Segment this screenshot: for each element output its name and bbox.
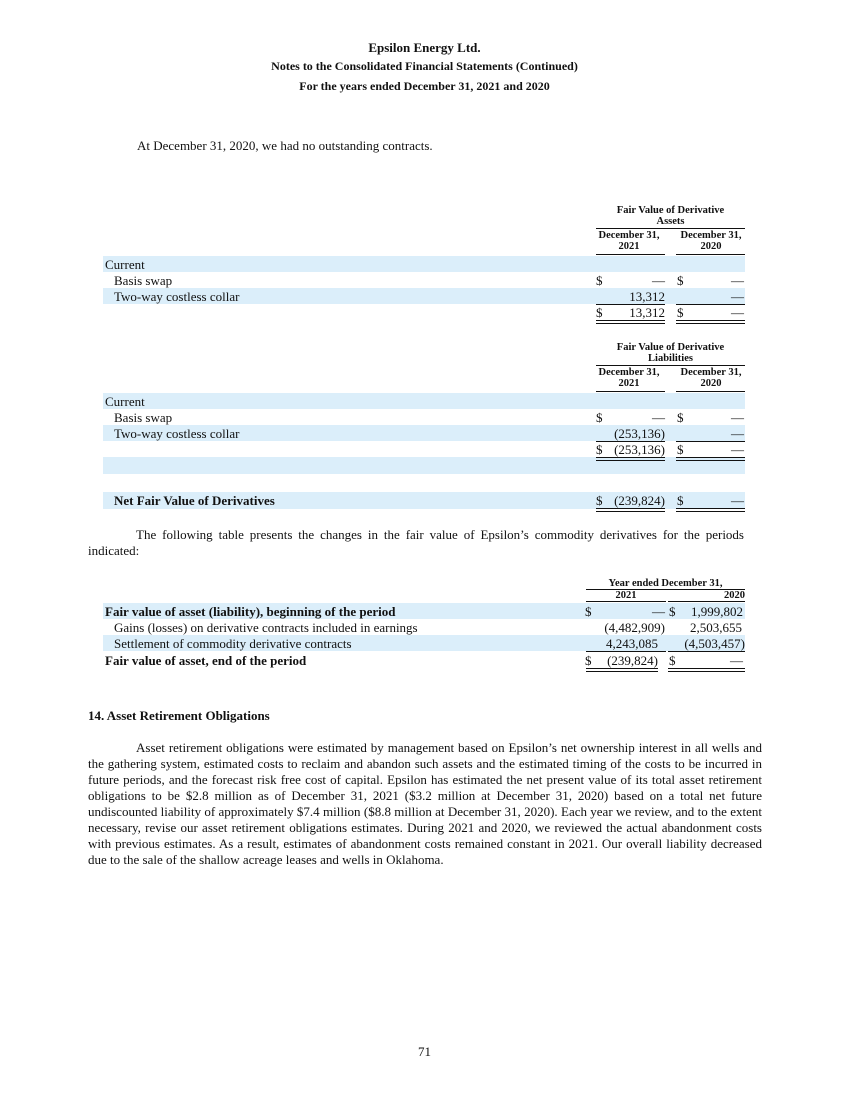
liabilities-col2-line1: December 31, xyxy=(680,367,742,378)
section-paragraph: Asset retirement obligations were estimated by management based on Epsilon’s net ownership interest in all wells and the gathering system, estimated costs to reclaim and abandon such assets and the estimated timing of the costs to be incurred in future periods, and the forecast risk free cost of capital. Epsilon has estimated the net present value of its total asset retirement obligations to be $2.8 million as of December 31, 2021 ($3.2 million at December 31, 2020) based on a total net future undiscounted liability of approximately $7.4 million ($8.8 million at December 31, 2020). Each year we review, and to the extent necessary, revise our asset retirement obligations estimates. During 2021 and 2020, we reviewed the actual abandonment costs with previous estimates. As a result, estimates of abandonment costs remained constant in 2021. Our overall liability decreased due to the sale of the shallow acreage leases and wells in Oklahoma. xyxy=(88,740,762,867)
liabilities-col1-line1: December 31, xyxy=(598,367,660,378)
assets-row-collar-label: Two-way costless collar xyxy=(114,289,240,304)
assets-col2-line2: 2020 xyxy=(700,241,722,252)
assets-row-current-label: Current xyxy=(105,257,145,272)
liabilities-collar-2020: — xyxy=(731,426,744,441)
changes-settlement-2021: 4,243,085 xyxy=(606,636,658,651)
assets-basis-swap-2020: — xyxy=(731,273,744,288)
liabilities-title-line1: Fair Value of Derivative xyxy=(616,342,725,353)
liabilities-basis-swap-cur-2021: $ xyxy=(596,410,603,425)
report-subtitle: Notes to the Consolidated Financial Statements (Continued) xyxy=(271,59,578,73)
changes-end-cur-2021: $ xyxy=(585,653,592,668)
changes-row-settlement-label: Settlement of commodity derivative contracts xyxy=(114,636,352,651)
liabilities-collar-2021: (253,136) xyxy=(614,426,665,441)
liabilities-basis-swap-cur-2020: $ xyxy=(677,410,684,425)
liabilities-row-current-label: Current xyxy=(105,394,145,409)
company-name: Epsilon Energy Ltd. xyxy=(368,40,481,55)
assets-col1-line2: 2021 xyxy=(618,241,640,252)
assets-total-2021: 13,312 xyxy=(629,305,665,320)
net-fair-value-cur-2021: $ xyxy=(596,493,603,508)
changes-gains-2021: (4,482,909) xyxy=(604,620,665,635)
assets-collar-2020: — xyxy=(731,289,744,304)
changes-end-2021: (239,824) xyxy=(607,653,658,668)
assets-total-2020: — xyxy=(731,305,744,320)
liabilities-title-line2: Liabilities xyxy=(648,353,693,364)
assets-col1-line1: December 31, xyxy=(598,230,660,241)
liabilities-col-2021 xyxy=(592,367,666,389)
changes-col-2021: 2021 xyxy=(615,590,637,601)
net-fair-value-2020: — xyxy=(731,493,744,508)
assets-collar-2021: 13,312 xyxy=(629,289,665,304)
changes-row-end-label: Fair value of asset, end of the period xyxy=(105,653,307,668)
changes-beginning-cur-2021: $ xyxy=(585,604,592,619)
changes-beginning-2020: 1,999,802 xyxy=(691,604,743,619)
changes-beginning-cur-2020: $ xyxy=(669,604,676,619)
liabilities-row-basis-swap-label: Basis swap xyxy=(114,410,173,425)
changes-end-2020: — xyxy=(730,653,743,668)
changes-intro-text: The following table presents the changes in the fair value of Epsilon’s commodity derivatives for the periods indicated: xyxy=(88,527,744,558)
changes-table-title: Year ended December 31, xyxy=(608,578,723,589)
assets-table-title xyxy=(596,205,745,227)
assets-row-basis-swap-label: Basis swap xyxy=(114,273,173,288)
liabilities-table-title xyxy=(596,342,745,364)
liabilities-col1-line2: 2021 xyxy=(618,378,640,389)
intro-text: At December 31, 2020, we had no outstanding contracts. xyxy=(137,138,433,153)
assets-title-line2: Assets xyxy=(656,216,685,227)
liabilities-total-cur-2021: $ xyxy=(596,442,603,457)
assets-total-cur-2020: $ xyxy=(677,305,684,320)
changes-row-gains-label: Gains (losses) on derivative contracts included in earnings xyxy=(114,620,418,635)
liabilities-total-2020: — xyxy=(731,442,744,457)
assets-col2-line1: December 31, xyxy=(680,230,742,241)
page-number: 71 xyxy=(418,1044,431,1059)
assets-total-cur-2021: $ xyxy=(596,305,603,320)
changes-row-beginning-label: Fair value of asset (liability), beginning of the period xyxy=(105,604,396,619)
changes-col-2020: 2020 xyxy=(724,590,745,601)
changes-settlement-2020: (4,503,457) xyxy=(684,636,745,651)
changes-gains-2020: 2,503,655 xyxy=(690,620,742,635)
report-period: For the years ended December 31, 2021 and 2020 xyxy=(299,79,550,93)
assets-basis-swap-cur-2021: $ xyxy=(596,273,603,288)
assets-col-2021 xyxy=(592,230,666,252)
section-heading: 14. Asset Retirement Obligations xyxy=(88,708,270,723)
assets-basis-swap-cur-2020: $ xyxy=(677,273,684,288)
liabilities-basis-swap-2020: — xyxy=(731,410,744,425)
changes-end-cur-2020: $ xyxy=(669,653,676,668)
liabilities-col2-line2: 2020 xyxy=(700,378,722,389)
liabilities-total-2021: (253,136) xyxy=(614,442,665,457)
liabilities-total-cur-2020: $ xyxy=(677,442,684,457)
net-fair-value-label: Net Fair Value of Derivatives xyxy=(114,493,275,508)
assets-basis-swap-2021: — xyxy=(652,273,665,288)
net-fair-value-2021: (239,824) xyxy=(614,493,665,508)
net-fair-value-cur-2020: $ xyxy=(677,493,684,508)
assets-title-line1: Fair Value of Derivative xyxy=(616,205,725,216)
assets-col-2020 xyxy=(673,230,749,252)
liabilities-col-2020 xyxy=(673,367,749,389)
liabilities-basis-swap-2021: — xyxy=(652,410,665,425)
changes-beginning-2021: — xyxy=(652,604,665,619)
liabilities-row-collar-label: Two-way costless collar xyxy=(114,426,240,441)
